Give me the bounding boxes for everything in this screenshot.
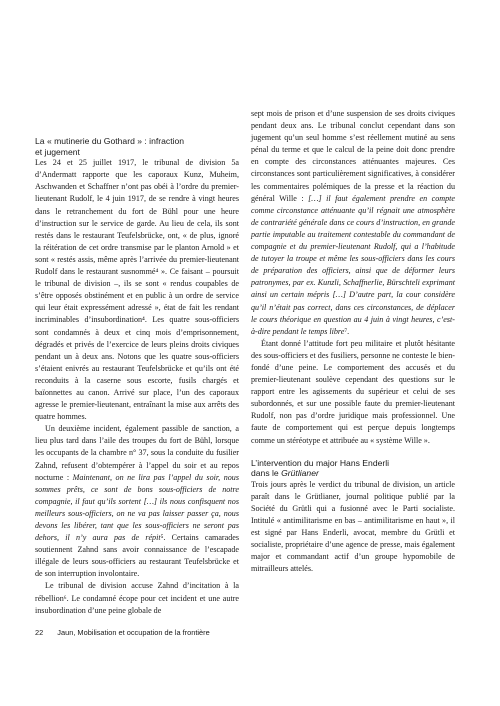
heading-line-1: La « mutinerie du Gothard » : infraction [35,136,185,146]
second-incident-end: ⁵. Certains camarades soutiennent Zahnd sans avoir connaissance de l’escapade illégale de leurs sous-officiers au restaurant Teufelsbrücke et de son interruption involontaire. [35,533,239,579]
section-heading-mutinerie [35,136,239,157]
page-footer [35,628,210,637]
section-gap [251,447,455,458]
second-incident-text: Un deuxième incident, également passible de sanction, a lieu plus tard dans l’aile des troupes du fort de Bühl, lorsque les occupants de la chambre n° 37, sous la conduite du fusilier Zahnd, refusent d’obtempérer à l’appel du soir et au repos nocturne : [35,424,239,482]
heading-enderli-line-2 [251,468,455,479]
wille-quote: […] il faut également prendre en compte comme circonstance atténuante qu’il régnait une atmosphère de contrariété générale dans ce cours d’instruction, en grande partie imputable au traitement contestable du commandant de compagnie et du premier-lieutenant Rudolf, qui a l’habitude de tutoyer la troupe et même les sous-officiers dans les cours de préparation des officiers, ainsi que de déformer leurs patronymes, par ex. Kunzli, Schaffnerlie, Bürschteli exprimant ainsi un certain mépris […] D’autre part, la cour considère qu’il n’était pas correct, dans ces circonstances, de déplacer le cours théorique en question au 4 juin à vingt heures, c’est-à-dire pendant le temps libre [251,193,455,336]
left-body-text [35,157,239,617]
section-heading-enderli [251,458,455,479]
attenuating-end: ⁷. [344,326,350,336]
attenuating-text: sept mois de prison et d’une suspension de ses droits civiques pendant deux ans. Le tribunal conclut cependant dans son jugement qu’un seul homme s’est réellement mutiné au sens pénal du terme et que le calcul de la peine doit donc prendre en compte des circonstances atténuantes majeures. Ces circonstances sont particulièrement significatives, à considérer les commentaires polémiques de la presse et la réaction du général Wille : [251,109,455,203]
heading-enderli-prefix: dans le [251,468,282,479]
heading-enderli-line-1: L’intervention du major Hans Enderli [251,457,390,468]
heading-line-2: et jugement [35,146,80,157]
paragraph-zahnd-sentence: Le tribunal de division accuse Zahnd d’incitation à la rébellion⁶. Le condamné écope pour cet incident et une autre insubordination d’une peine globale de [35,581,239,615]
right-body-text [251,108,455,447]
paragraph-attitude: Étant donné l’attitude fort peu militaire et plutôt hésitante des sous-officiers et des fusiliers, personne ne conteste le bien-fondé d’une peine. Le comportement des accusés et du premier-lieutenant soulève cependant des questions sur le rapport entre les agissements du supérieur et celui de ses subordonnés, et sur une possible faute du premier-lieutenant Rudolf, non pas d’ordre juridique mais professionnel. Une faute de comportement qui est perçue depuis longtemps comme un stéréotype et attribuée au « système Wille ». [251,338,455,445]
right-body-text-2 [251,479,455,576]
zahnd-quote: Maintenant, on ne lira pas l’appel du soir, nous sommes prêts, ce sont de bons sous-officiers de notre compagnie, il faut qu’ils sortent […] ils nous confisquent nos meilleurs sous-officiers, on ne va pas laisser passer ça, nous devons les libérer, tant que les sous-officiers ne seront pas dehors, il n’y aura pas de répit [35,472,239,543]
left-column [35,136,239,617]
paragraph-verdict: Les 24 et 25 juillet 1917, le tribunal de division 5a d’Andermatt rapporte que les caporaux Kunz, Muheim, Aschwanden et Schaffner n’ont pas obéi à l’ordre du premier-lieutenant Rudolf, le 4 juin 1917, de se rendre à vingt heures dans le retranchement du fort de Bühl pour une heure d’instruction sur le service de garde. Au lieu de cela, ils sont restés dans le restaurant Teufelsbrücke, ont, « de plus, ignoré la réitération de cet ordre transmise par le planton Arnold » et sont « restés assis, même après l’arrivée du premier-lieutenant Rudolf dans le restaurant susnommé⁴ ». Ce faisant – poursuit le tribunal de division –, ils se sont « rendus coupables de s’être opposés obstinément et en public à un ordre de service qui leur était expressément adressé », état de fait les rendant incriminables d’insubordination⁴. Les quatre sous-officiers sont condamnés à deux et cinq mois d’emprisonnement, dégradés et privés de l’exercice de leurs pleins droits civiques pendant un à deux ans. Notons que les quatre sous-officiers s’étaient enivrés au restaurant Teufelsbrücke et qu’ils ont été reconduits à la caserne sous escorte, fusils chargés et baïonnettes au canon. Arrivé sur place, l’un des caporaux agresse le premier-lieutenant, entraînant la mise aux arrêts des quatre hommes. [35,158,239,422]
heading-enderli-journal: Grütlianer [281,468,319,479]
right-column [251,108,455,576]
paragraph-second-incident [35,423,239,580]
paragraph-enderli-article: Trois jours après le verdict du tribunal de division, un article paraît dans le Grütlianer, journal politique publié par la Société du Grütli qui a fusionné avec le Parti socialiste. Intitulé « antimilitarisme en bas – antimilitarisme en haut », il est signé par Hans Enderli, avocat, membre du Grütli et socialiste, propriétaire d’une agence de presse, mais également major et commandant actif d’un groupe hypomobile de mitrailleurs attelés. [251,479,455,574]
paragraph-attenuating [251,108,455,338]
running-title: Jaun, Mobilisation et occupation de la frontière [57,628,210,637]
page-number: 22 [35,628,44,637]
